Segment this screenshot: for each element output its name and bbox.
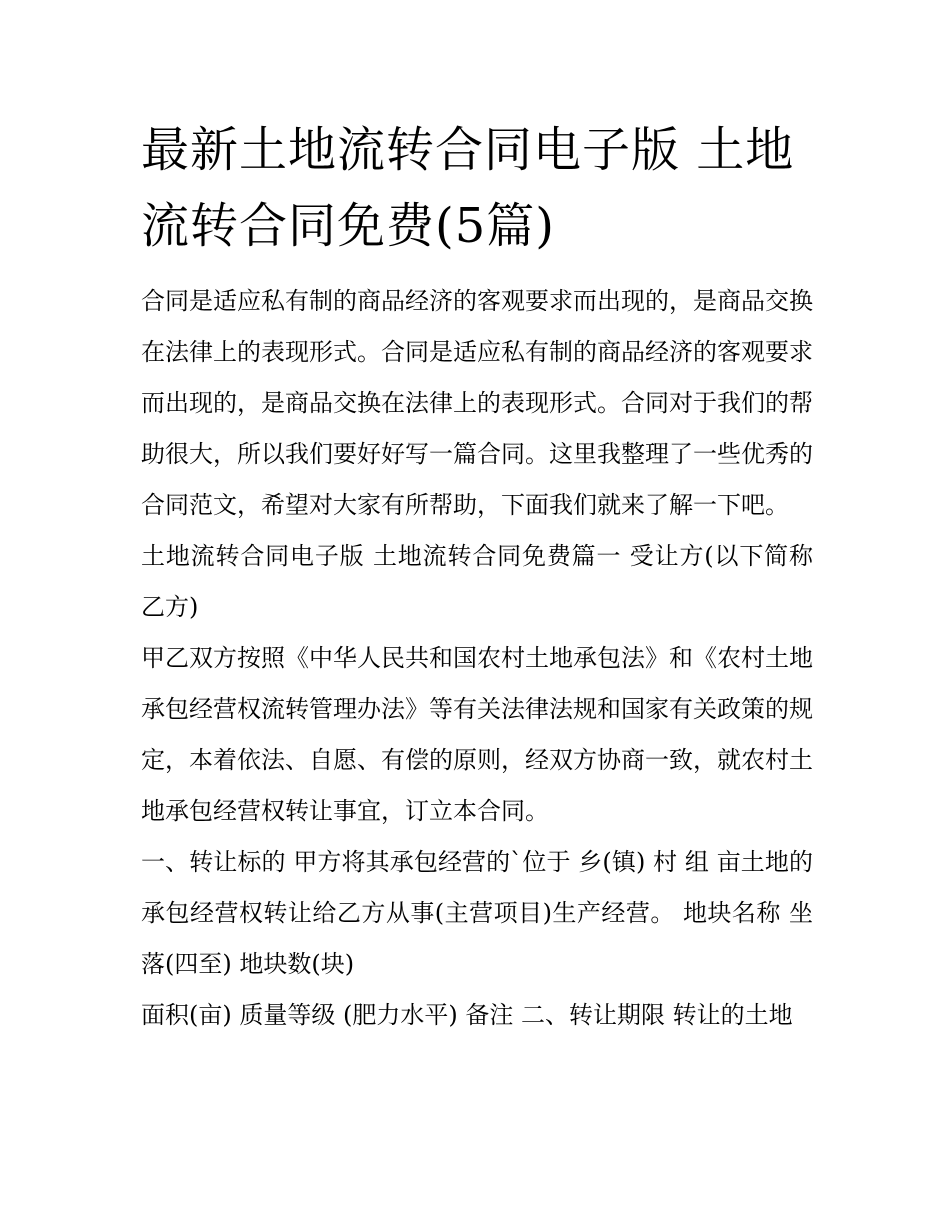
paragraph-transfer-subject: 一、转让标的 甲方将其承包经营的`位于 乡(镇) 村 组 亩土地的承包经营权转让给乙方从事(主营项目)生产经营。 地块名称 坐落(四至) 地块数(块) — [141, 848, 813, 978]
document-page — [141, 112, 813, 1041]
paragraph-section-heading: 土地流转合同电子版 土地流转合同免费篇一 受让方(以下简称乙方) — [141, 542, 813, 621]
paragraph-intro: 合同是适应私有制的商品经济的客观要求而出现的，是商品交换在法律上的表现形式。合同是适应私有制的商品经济的客观要求而出现的，是商品交换在法律上的表现形式。合同对于我们的帮助很大，所以我们要好好写一篇合同。这里我整理了一些优秀的合同范文，希望对大家有所帮助，下面我们就来了解一下吧。 — [141, 287, 813, 519]
document-title: 最新土地流转合同电子版 土地流转合同免费(5篇) — [141, 122, 795, 254]
paragraph-preamble: 甲乙双方按照《中华人民共和国农村土地承包法》和《农村土地承包经营权流转管理办法》等有关法律法规和国家有关政策的规定，本着依法、自愿、有偿的原则，经双方协商一致，就农村土地承包经营权转让事宜，订立本合同。 — [141, 644, 813, 825]
paragraph-transfer-term: 面积(亩) 质量等级 (肥力水平) 备注 二、转让期限 转让的土地 — [141, 1001, 793, 1029]
